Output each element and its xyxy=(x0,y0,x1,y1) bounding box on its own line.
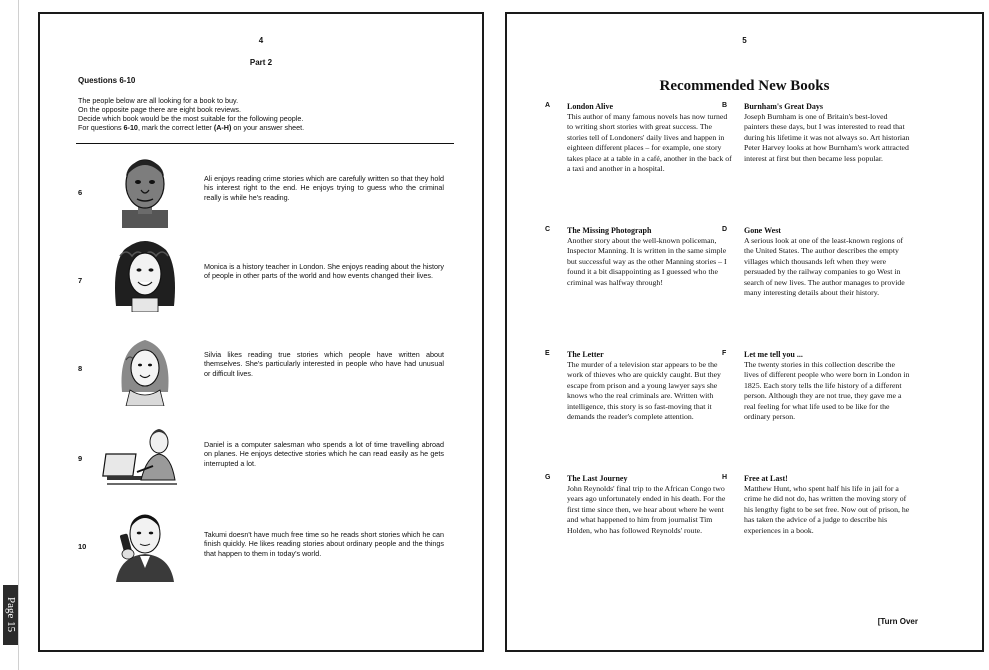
book-review xyxy=(722,474,910,536)
review-letter: E xyxy=(545,350,550,357)
review-letter: H xyxy=(722,474,728,481)
review-text: The murder of a television star appears to be the work of thieves who are quickly caught. But they escape from prison and a young lawyer says she knows who the real criminals are. Written with intelligence, this story is so fast-moving that it demands the reader's complete attention. xyxy=(567,360,721,422)
question-number: 10 xyxy=(78,542,87,551)
book-review xyxy=(722,350,910,422)
review-title: Let me tell you ... xyxy=(744,350,803,359)
review-title: The Last Journey xyxy=(567,474,628,483)
girl-portrait xyxy=(110,330,180,406)
review-text: Another story about the well-known policeman, Inspector Manning. It is written in the same simple but successful way as the other Manning stories – I found it a bit disappointing as I guessed who the criminal was halfway through! xyxy=(567,236,727,287)
question-text: Silvia likes reading true stories which people have written about themselves. She's particularly interested in people who have had unusual or difficult lives. xyxy=(204,350,444,378)
instruction-text: For questions xyxy=(78,123,124,132)
review-title: The Letter xyxy=(567,350,604,359)
question-number: 9 xyxy=(78,454,83,463)
questions-heading: Questions 6-10 xyxy=(78,76,136,85)
turn-over-note: [Turn Over xyxy=(877,617,918,626)
review-letter: F xyxy=(722,350,727,357)
question-text: Ali enjoys reading crime stories which are carefully written so that they hold his interest right to the end. He enjoys trying to guess who the criminal really is while he's reading. xyxy=(204,174,444,202)
review-text: The twenty stories in this collection describe the lives of different people who were born in London in 1825. Each story tells the life history of a different person. Although they are not true, they gave me a real feeling for what life used to be like for the ordinary person. xyxy=(744,360,910,422)
question-number: 7 xyxy=(78,276,83,285)
review-title: Free at Last! xyxy=(744,474,788,483)
page-number: 5 xyxy=(742,36,747,45)
review-letter: G xyxy=(545,474,551,481)
woman-curly-hair-portrait xyxy=(110,236,180,312)
review-text: Joseph Burnham is one of Britain's best-loved painters these days, but I was interested to read that during his lifetime it was not always so. Art historian Peter Harvey looks at how Burnham's work attracted interest at first but then became less popular. xyxy=(744,112,910,163)
review-letter: C xyxy=(545,226,551,233)
book-review xyxy=(545,350,733,422)
instructions xyxy=(78,96,468,132)
right-page xyxy=(505,12,984,652)
letter-range: (A-H) xyxy=(213,123,232,132)
man-at-computer xyxy=(100,418,184,494)
question-row xyxy=(76,506,446,586)
review-title: London Alive xyxy=(567,102,614,111)
question-row xyxy=(76,418,446,498)
question-text: Daniel is a computer salesman who spends a lot of time travelling abroad on planes. He enjoys detective stories which he can read easily as he gets interrupted a lot. xyxy=(204,440,444,468)
page-number: 4 xyxy=(258,36,264,45)
instruction-text: , mark the correct letter xyxy=(137,123,214,132)
review-text: John Reynolds' final trip to the African Congo two years ago unfortunately ended in his death. For the first time since then, we hear about where he went and what happened to him from journalist Tim Holden, who has followed Reynolds' route. xyxy=(567,484,726,535)
book-review xyxy=(545,102,733,174)
instruction-line: On the opposite page there are eight book reviews. xyxy=(78,105,242,114)
review-letter: B xyxy=(722,102,728,109)
question-row xyxy=(76,236,446,316)
question-number: 6 xyxy=(78,188,83,197)
review-text: This author of many famous novels has now turned to writing short stories with great success. The stories tell of Londoners' daily lives and happen in eighteen different places – for example, one story takes place at a table in a café, another in the back of a taxi and another in a hospital. xyxy=(567,112,732,174)
page-indicator-tab[interactable]: Page 15 xyxy=(3,585,18,645)
review-text: Matthew Hunt, who spent half his life in jail for a crime he did not do, has written the moving story of his lengthy fight to be set free. Now out of prison, he has taken the advice of a judge to describe his experiences in a book. xyxy=(744,484,910,535)
book-review xyxy=(545,226,733,288)
book-review xyxy=(722,226,910,298)
man-portrait xyxy=(110,152,180,228)
review-text: A serious look at one of the least-known regions of the United States. The author describes the empty villages which thousands left when they were persuaded by the railway companies to go West in search of new lives. The author manages to provide many interesting details about their history. xyxy=(744,236,905,298)
instruction-text: on your answer sheet. xyxy=(231,123,305,132)
viewer-sidebar xyxy=(0,0,19,670)
review-letter: D xyxy=(722,226,728,233)
book-review xyxy=(722,102,910,164)
left-page xyxy=(38,12,484,652)
question-text: Monica is a history teacher in London. She enjoys reading about the history of people in other parts of the world and how events changed their lives. xyxy=(204,262,444,281)
review-letter: A xyxy=(545,102,551,109)
man-on-phone xyxy=(110,506,180,582)
question-text: Takumi doesn't have much free time so he reads short stories which he can finish quickly. He likes reading stories about ordinary people and the things that happen to them in today's world. xyxy=(204,530,444,558)
part-heading: Part 2 xyxy=(249,58,273,67)
instruction-line: Decide which book would be the most suitable for the following people. xyxy=(78,114,304,123)
instruction-line xyxy=(78,123,468,132)
book-review xyxy=(545,474,733,536)
question-row xyxy=(76,330,446,410)
review-title: Gone West xyxy=(744,226,781,235)
question-number: 8 xyxy=(78,364,83,373)
question-range: 6-10 xyxy=(123,123,138,132)
review-title: The Missing Photograph xyxy=(567,226,652,235)
question-row xyxy=(76,152,446,232)
instruction-line: The people below are all looking for a book to buy. xyxy=(78,96,239,105)
review-title: Burnham's Great Days xyxy=(744,102,823,111)
divider xyxy=(76,143,454,144)
page-title: Recommended New Books xyxy=(659,78,830,94)
